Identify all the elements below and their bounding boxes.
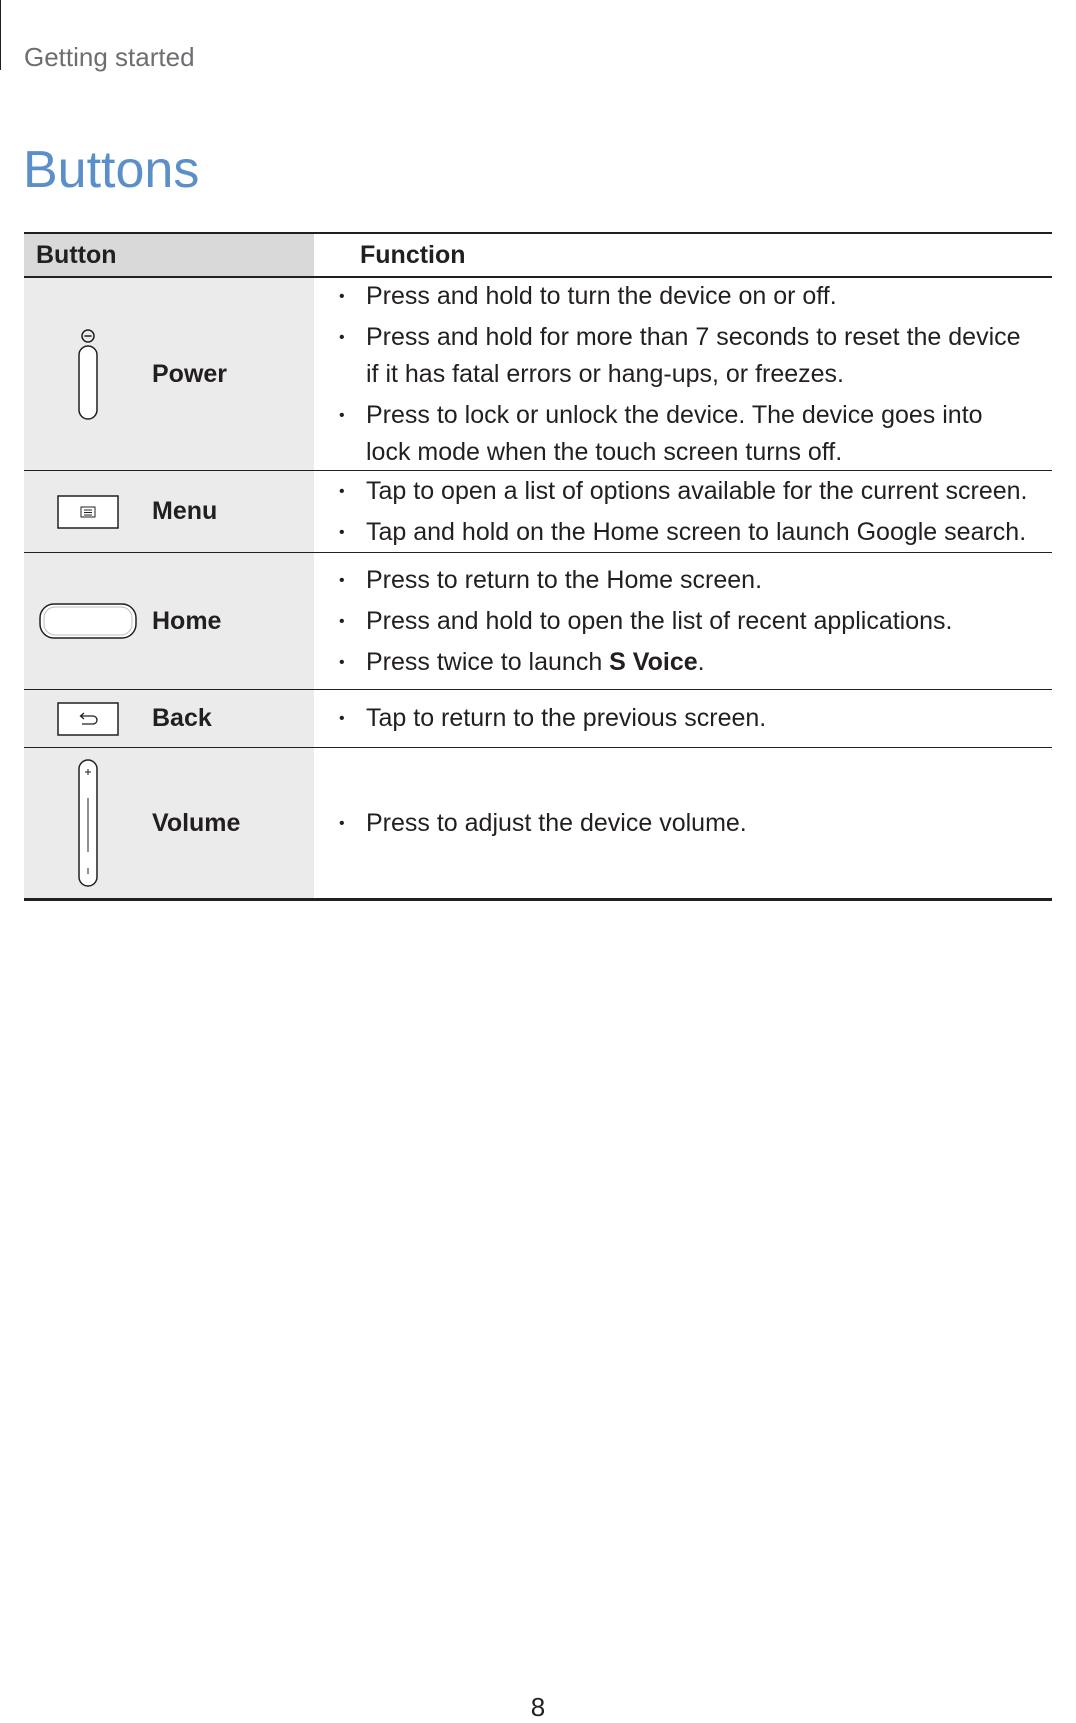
- s-voice-label: S Voice: [609, 647, 698, 676]
- table-row-menu: [24, 471, 1052, 553]
- table-row-volume: [24, 748, 1052, 901]
- function-item: • Press and hold to open the list of recent applications.: [314, 603, 1032, 640]
- table-row-power: [24, 278, 1052, 471]
- function-item: • Press to return to the Home screen.: [314, 562, 1032, 599]
- button-name: Volume: [152, 808, 241, 837]
- function-item: • Press to adjust the device volume.: [314, 805, 1032, 842]
- power-key-icon: [24, 278, 152, 470]
- volume-key-icon: [24, 748, 152, 898]
- section-label: Getting started: [24, 42, 195, 72]
- back-key-icon: [24, 690, 152, 747]
- button-name: Back: [152, 704, 212, 732]
- header-button: Button: [36, 240, 117, 269]
- function-item: • Tap and hold on the Home screen to launch Google search.: [314, 514, 1032, 551]
- button-name: Power: [152, 359, 228, 388]
- function-item: • Press and hold to turn the device on or off.: [314, 278, 1032, 315]
- header-function: Function: [314, 234, 1052, 276]
- page-number: 8: [530, 1692, 546, 1722]
- function-item: • Tap to open a list of options available for the current screen.: [314, 473, 1032, 510]
- home-key-icon: [24, 553, 152, 689]
- function-item: • Tap to return to the previous screen.: [314, 700, 1032, 737]
- buttons-table: [24, 232, 1052, 901]
- function-item: • Press to lock or unlock the device. The device goes into lock mode when the touch screen turns off.: [314, 397, 1032, 471]
- button-name: Menu: [152, 497, 218, 525]
- function-item: • Press and hold for more than 7 seconds to reset the device if it has fatal errors or hang-ups, or freezes.: [314, 319, 1032, 393]
- page-title: Buttons: [23, 141, 200, 199]
- function-item: • Press twice to launch S Voice.: [314, 644, 1032, 681]
- menu-key-icon: [24, 471, 152, 552]
- table-row-home: [24, 553, 1052, 690]
- table-header: [24, 232, 1052, 278]
- table-row-back: [24, 690, 1052, 748]
- button-name: Home: [152, 606, 222, 635]
- corner-rule: [0, 0, 1, 70]
